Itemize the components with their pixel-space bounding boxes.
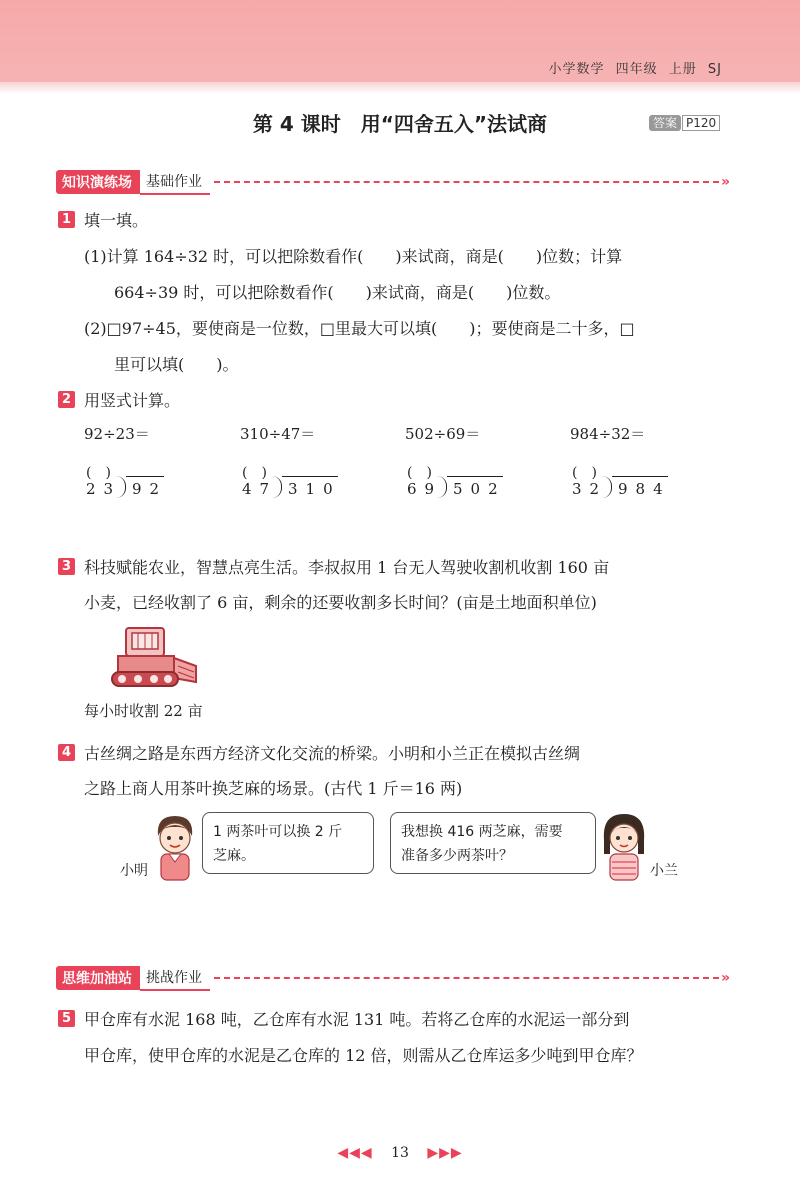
book-series xyxy=(548,58,722,77)
quotient-blank: ( ) xyxy=(572,465,597,481)
division-bar xyxy=(126,476,164,477)
division-bar xyxy=(282,476,338,477)
division-expression: 310÷47＝ xyxy=(240,425,316,443)
subject: 小学数学 xyxy=(548,62,605,77)
section-divider xyxy=(214,977,719,979)
boy-speech-line1: 1 两茶叶可以换 2 斤 xyxy=(213,824,343,840)
division-bracket xyxy=(272,476,282,498)
division-expression: 502÷69＝ xyxy=(405,425,481,443)
boy-speech-line2: 芝麻。 xyxy=(213,848,255,864)
triangle-left-icon: ◀◀◀ xyxy=(337,1145,373,1161)
division-bracket xyxy=(116,476,126,498)
section-challenge xyxy=(56,966,730,990)
division-bracket xyxy=(437,476,447,498)
lesson-title: 第 4 课时 用“四舍五入”法试商 xyxy=(252,112,548,136)
section-tag: 知识演练场 xyxy=(56,170,140,194)
division-expression: 984÷32＝ xyxy=(570,425,646,443)
girl-avatar-icon xyxy=(598,810,650,882)
double-chevron-icon: » xyxy=(720,174,730,190)
page-footer xyxy=(0,1145,800,1161)
section-basic xyxy=(56,170,730,194)
girl-speech-bubble xyxy=(390,812,596,874)
answer-page: P120 xyxy=(682,115,720,131)
double-chevron-icon: » xyxy=(720,970,730,986)
division-expression: 92÷23＝ xyxy=(84,425,150,443)
q3-caption: 每小时收割 22 亩 xyxy=(84,702,203,720)
division-bar xyxy=(612,476,668,477)
harvester-icon xyxy=(108,622,200,694)
question-number: 2 xyxy=(58,391,75,408)
q1-part1-line2: 664÷39 时，可以把除数看作( )来试商，商是( )位数。 xyxy=(114,283,561,302)
divisor: 32 xyxy=(572,480,608,498)
division-bar xyxy=(447,476,503,477)
boy-name: 小明 xyxy=(120,863,148,879)
dividend: 92 xyxy=(132,480,168,498)
header-band-fade xyxy=(0,82,800,94)
q1-stem: 填一填。 xyxy=(84,211,149,230)
section-divider xyxy=(214,181,719,183)
answer-badge xyxy=(649,114,720,131)
question-number: 3 xyxy=(58,558,75,575)
girl-speech-line2: 准备多少两茶叶？ xyxy=(401,848,513,864)
q3-line2: 小麦，已经收割了 6 亩，剩余的还要收割多长时间？(亩是土地面积单位) xyxy=(84,593,597,612)
q1-part1-line1: (1)计算 164÷32 时，可以把除数看作( )来试商，商是( )位数；计算 xyxy=(84,247,623,266)
triangle-right-icon: ▶▶▶ xyxy=(427,1145,463,1161)
q5-line2: 甲仓库，使甲仓库的水泥是乙仓库的 12 倍，则需从乙仓库运多少吨到甲仓库？ xyxy=(84,1046,643,1065)
answer-label: 答案 xyxy=(649,115,681,131)
q4-line2: 之路上商人用茶叶换芝麻的场景。(古代 1 斤＝16 两) xyxy=(84,779,463,798)
dividend: 502 xyxy=(453,480,506,498)
divisor: 23 xyxy=(86,480,122,498)
page-number: 13 xyxy=(391,1145,409,1161)
division-bracket xyxy=(602,476,612,498)
question-number: 4 xyxy=(58,744,75,761)
girl-speech-line1: 我想换 416 两芝麻，需要 xyxy=(401,824,563,840)
section-subtitle: 挑战作业 xyxy=(140,965,210,991)
boy-speech-bubble xyxy=(202,812,374,874)
dividend: 310 xyxy=(288,480,341,498)
divisor: 69 xyxy=(407,480,443,498)
girl-name: 小兰 xyxy=(650,863,678,879)
volume: 上册 xyxy=(668,62,697,77)
divisor: 47 xyxy=(242,480,278,498)
section-tag: 思维加油站 xyxy=(56,966,140,990)
q1-part2-line2: 里可以填( )。 xyxy=(114,355,239,374)
quotient-blank: ( ) xyxy=(242,465,267,481)
question-number: 1 xyxy=(58,211,75,228)
section-subtitle: 基础作业 xyxy=(140,169,210,195)
edition: SJ xyxy=(707,62,722,77)
grade: 四年级 xyxy=(615,62,658,77)
boy-avatar-icon xyxy=(150,812,200,882)
q4-line1: 古丝绸之路是东西方经济文化交流的桥梁。小明和小兰正在模拟古丝绸 xyxy=(84,744,581,763)
q1-part2-line1: (2)□97÷45，要使商是一位数，□里最大可以填( )；要使商是二十多，□ xyxy=(84,319,635,338)
question-number: 5 xyxy=(58,1010,75,1027)
quotient-blank: ( ) xyxy=(86,465,111,481)
dividend: 984 xyxy=(618,480,671,498)
quotient-blank: ( ) xyxy=(407,465,432,481)
q5-line1: 甲仓库有水泥 168 吨，乙仓库有水泥 131 吨。若将乙仓库的水泥运一部分到 xyxy=(84,1010,630,1029)
q3-line1: 科技赋能农业，智慧点亮生活。李叔叔用 1 台无人驾驶收割机收割 160 亩 xyxy=(84,558,610,577)
q2-stem: 用竖式计算。 xyxy=(84,391,181,410)
